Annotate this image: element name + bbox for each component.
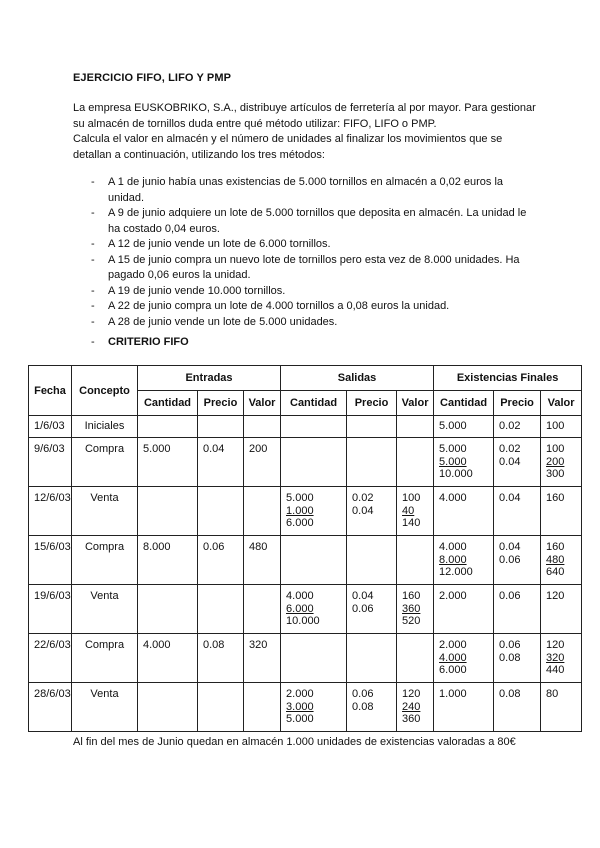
header-valor: Valor — [244, 391, 281, 416]
cell-salidas-precio — [347, 536, 397, 585]
list-item: - A 9 de junio adquiere un lote de 5.000 tornillos que deposita en almacén. La unidad le ha costado 0,04 euros. — [91, 206, 541, 237]
cell-line: 160 — [402, 590, 421, 602]
header-cantidad: Cantidad — [434, 391, 494, 416]
cell-line: 12.000 — [439, 566, 473, 578]
cell-line: 320 — [546, 651, 565, 664]
cell-entradas-precio — [198, 683, 244, 732]
cell-salidas-valor — [397, 634, 434, 683]
cell-line: 5.000 — [286, 492, 314, 504]
cell-line: 4.000 — [439, 651, 467, 664]
cell-line: 6.000 — [286, 602, 314, 615]
cell-existencias-precio — [494, 634, 541, 683]
cell-line: 0.02 — [352, 492, 374, 504]
list-item: - A 22 de junio compra un lote de 4.000 tornillos a 0,08 euros la unidad. — [91, 299, 541, 315]
cell-concepto: Venta — [72, 487, 138, 536]
cell-salidas-valor — [397, 683, 434, 732]
cell-existencias-precio — [494, 487, 541, 536]
intro-text — [73, 101, 543, 163]
header-precio: Precio — [347, 391, 397, 416]
cell-concepto: Compra — [72, 438, 138, 487]
footer-note: Al fin del mes de Junio quedan en almacén 1.000 unidades de existencias valoradas a 80€ — [73, 736, 516, 748]
cell-line: 120 — [402, 688, 421, 700]
cell-line: 0.02 — [499, 420, 521, 432]
cell-salidas-valor — [397, 487, 434, 536]
cell-line: 1.000 — [286, 504, 314, 517]
cell-existencias-cantidad — [434, 438, 494, 487]
cell-line: 4.000 — [286, 590, 314, 602]
cell-existencias-valor — [541, 487, 582, 536]
cell-line: 300 — [546, 468, 565, 480]
cell-salidas-valor — [397, 438, 434, 487]
header-valor: Valor — [541, 391, 582, 416]
cell-entradas-precio — [198, 585, 244, 634]
cell-line: 5.000 — [286, 713, 314, 725]
cell-line: 80 — [546, 688, 559, 700]
cell-fecha: 15/6/03 — [29, 536, 72, 585]
header-cantidad: Cantidad — [138, 391, 198, 416]
cell-line: 8.000 — [439, 553, 467, 566]
cell-entradas-precio: 0.06 — [198, 536, 244, 585]
cell-line: 0.04 — [499, 541, 521, 553]
header-valor: Valor — [397, 391, 434, 416]
cell-line: 0.04 — [499, 455, 521, 468]
cell-existencias-valor — [541, 585, 582, 634]
cell-salidas-cantidad — [281, 487, 347, 536]
cell-entradas-valor — [244, 416, 281, 438]
cell-concepto: Venta — [72, 585, 138, 634]
cell-line: 360 — [402, 713, 421, 725]
section-heading-fifo — [91, 336, 189, 348]
cell-line: 0.08 — [499, 651, 521, 664]
cell-line: 240 — [402, 700, 421, 713]
cell-existencias-valor — [541, 416, 582, 438]
cell-salidas-cantidad — [281, 416, 347, 438]
cell-fecha: 19/6/03 — [29, 585, 72, 634]
cell-salidas-valor — [397, 536, 434, 585]
cell-salidas-cantidad — [281, 683, 347, 732]
fifo-table-body — [29, 416, 582, 732]
cell-line: 160 — [546, 492, 565, 504]
cell-line: 0.04 — [352, 504, 374, 517]
cell-line: 10.000 — [439, 468, 473, 480]
header-salidas: Salidas — [281, 366, 434, 391]
cell-existencias-valor — [541, 536, 582, 585]
cell-salidas-precio — [347, 487, 397, 536]
cell-salidas-precio — [347, 416, 397, 438]
cell-salidas-valor — [397, 416, 434, 438]
header-entradas: Entradas — [138, 366, 281, 391]
cell-salidas-cantidad — [281, 438, 347, 487]
cell-entradas-cantidad — [138, 585, 198, 634]
cell-line: 6.000 — [439, 664, 467, 676]
cell-line: 4.000 — [439, 492, 467, 504]
cell-entradas-valor: 200 — [244, 438, 281, 487]
header-cantidad: Cantidad — [281, 391, 347, 416]
cell-existencias-cantidad — [434, 585, 494, 634]
cell-existencias-precio — [494, 683, 541, 732]
cell-entradas-precio: 0.04 — [198, 438, 244, 487]
header-precio: Precio — [494, 391, 541, 416]
table-row — [29, 585, 582, 634]
cell-concepto: Compra — [72, 536, 138, 585]
cell-line: 120 — [546, 639, 565, 651]
cell-line: 10.000 — [286, 615, 320, 627]
cell-entradas-cantidad — [138, 487, 198, 536]
cell-existencias-cantidad — [434, 536, 494, 585]
cell-line: 0.04 — [352, 590, 374, 602]
cell-line: 0.06 — [352, 688, 374, 700]
cell-line: 120 — [546, 590, 565, 602]
cell-existencias-valor — [541, 438, 582, 487]
cell-line: 0.06 — [499, 639, 521, 651]
table-row — [29, 536, 582, 585]
table-row — [29, 683, 582, 732]
cell-entradas-valor — [244, 585, 281, 634]
cell-fecha: 9/6/03 — [29, 438, 72, 487]
header-precio: Precio — [198, 391, 244, 416]
cell-concepto: Venta — [72, 683, 138, 732]
header-fecha: Fecha — [29, 366, 72, 416]
cell-entradas-precio — [198, 416, 244, 438]
cell-line: 200 — [546, 455, 565, 468]
cell-entradas-cantidad — [138, 416, 198, 438]
list-item: - A 15 de junio compra un nuevo lote de tornillos pero esta vez de 8.000 unidades. Ha pagado 0,06 euros la unidad. — [91, 253, 541, 284]
cell-entradas-cantidad: 8.000 — [138, 536, 198, 585]
list-item: - A 28 de junio vende un lote de 5.000 unidades. — [91, 315, 541, 331]
cell-existencias-cantidad — [434, 634, 494, 683]
cell-fecha: 28/6/03 — [29, 683, 72, 732]
cell-existencias-cantidad — [434, 487, 494, 536]
header-existencias: Existencias Finales — [434, 366, 582, 391]
cell-concepto: Iniciales — [72, 416, 138, 438]
cell-salidas-cantidad — [281, 585, 347, 634]
cell-salidas-valor — [397, 585, 434, 634]
intro-paragraph: La empresa EUSKOBRIKO, S.A., distribuye artículos de ferretería al por mayor. Para gestionar su almacén de tornillos duda entre qué método utilizar: FIFO, LIFO o PMP. — [73, 102, 536, 130]
cell-line: 3.000 — [286, 700, 314, 713]
cell-existencias-cantidad — [434, 416, 494, 438]
cell-entradas-valor — [244, 683, 281, 732]
cell-entradas-valor: 480 — [244, 536, 281, 585]
cell-salidas-precio — [347, 683, 397, 732]
cell-line: 440 — [546, 664, 565, 676]
table-row — [29, 438, 582, 487]
cell-line: 0.06 — [499, 553, 521, 566]
cell-salidas-cantidad — [281, 536, 347, 585]
list-item: - A 12 de junio vende un lote de 6.000 tornillos. — [91, 237, 541, 253]
cell-line: 5.000 — [439, 443, 467, 455]
cell-line: 6.000 — [286, 517, 314, 529]
list-item: - A 1 de junio había unas existencias de 5.000 tornillos en almacén a 0,02 euros la unidad. — [91, 175, 541, 206]
cell-fecha: 12/6/03 — [29, 487, 72, 536]
cell-entradas-valor — [244, 487, 281, 536]
cell-existencias-valor — [541, 683, 582, 732]
cell-line: 360 — [402, 602, 421, 615]
cell-line: 0.04 — [499, 492, 521, 504]
cell-line: 140 — [402, 517, 421, 529]
cell-existencias-precio — [494, 585, 541, 634]
table-row — [29, 487, 582, 536]
cell-entradas-cantidad — [138, 683, 198, 732]
cell-existencias-precio — [494, 416, 541, 438]
cell-line: 640 — [546, 566, 565, 578]
cell-line: 100 — [546, 420, 565, 432]
cell-line: 0.08 — [499, 688, 521, 700]
cell-line: 5.000 — [439, 455, 467, 468]
table-row — [29, 634, 582, 683]
cell-fecha: 1/6/03 — [29, 416, 72, 438]
fifo-table — [28, 365, 582, 732]
cell-line: 100 — [546, 443, 565, 455]
table-row — [29, 416, 582, 438]
cell-entradas-cantidad: 4.000 — [138, 634, 198, 683]
cell-existencias-precio — [494, 438, 541, 487]
cell-line: 160 — [546, 541, 565, 553]
cell-fecha: 22/6/03 — [29, 634, 72, 683]
cell-line: 1.000 — [439, 688, 467, 700]
cell-entradas-cantidad: 5.000 — [138, 438, 198, 487]
cell-line: 2.000 — [286, 688, 314, 700]
cell-existencias-cantidad — [434, 683, 494, 732]
cell-line: 100 — [402, 492, 421, 504]
cell-line: 0.08 — [352, 700, 374, 713]
cell-line: 0.06 — [499, 590, 521, 602]
list-item: - A 19 de junio vende 10.000 tornillos. — [91, 284, 541, 300]
cell-existencias-valor — [541, 634, 582, 683]
cell-line: 5.000 — [439, 420, 467, 432]
bullet-dash: - — [91, 336, 95, 348]
cell-concepto: Compra — [72, 634, 138, 683]
cell-entradas-precio — [198, 487, 244, 536]
cell-entradas-valor: 320 — [244, 634, 281, 683]
cell-line: 0.06 — [352, 602, 374, 615]
cell-salidas-precio — [347, 438, 397, 487]
cell-salidas-precio — [347, 585, 397, 634]
cell-salidas-cantidad — [281, 634, 347, 683]
cell-line: 520 — [402, 615, 421, 627]
page-title: EJERCICIO FIFO, LIFO Y PMP — [73, 72, 232, 84]
cell-existencias-precio — [494, 536, 541, 585]
section-heading-label: CRITERIO FIFO — [108, 336, 189, 348]
movements-list — [91, 175, 541, 330]
cell-line: 40 — [402, 504, 415, 517]
intro-paragraph: Calcula el valor en almacén y el número de unidades al finalizar los movimientos que se detallan a continuación, utilizando los tres métodos: — [73, 133, 503, 161]
cell-line: 2.000 — [439, 590, 467, 602]
cell-entradas-precio: 0.08 — [198, 634, 244, 683]
cell-line: 2.000 — [439, 639, 467, 651]
cell-line: 0.02 — [499, 443, 521, 455]
cell-salidas-precio — [347, 634, 397, 683]
cell-line: 480 — [546, 553, 565, 566]
header-concepto: Concepto — [72, 366, 138, 416]
cell-line: 4.000 — [439, 541, 467, 553]
